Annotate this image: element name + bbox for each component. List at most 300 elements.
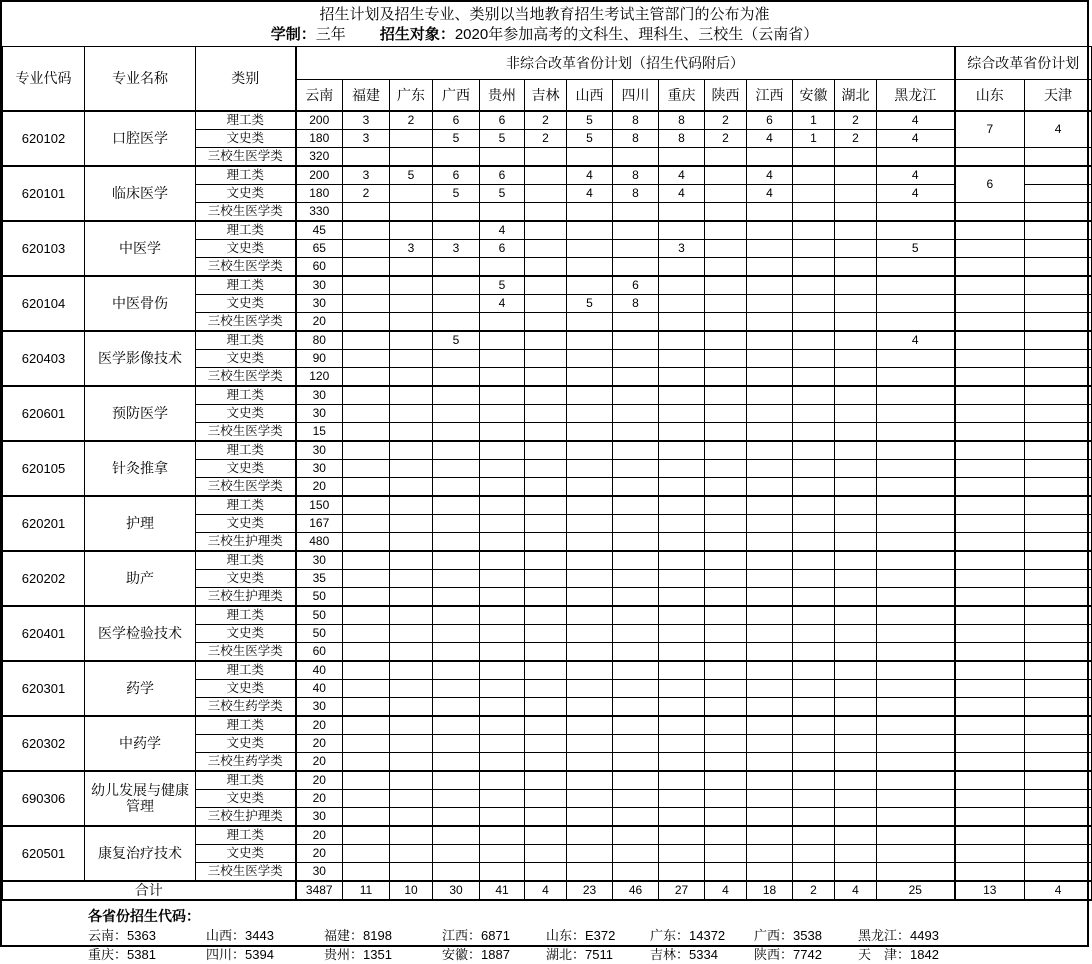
province-header: 福建 [343, 80, 390, 111]
category-cell: 理工类 [196, 221, 296, 240]
plan-cell: 4 [747, 166, 793, 185]
plan-cell [480, 367, 525, 386]
plan-cell [433, 551, 480, 570]
plan-cell [613, 661, 659, 680]
plan-cell [343, 826, 390, 845]
plan-cell [659, 569, 705, 587]
plan-cell [613, 826, 659, 845]
plan-cell [613, 331, 659, 350]
plan-cell: 4 [877, 166, 955, 185]
plan-cell [525, 661, 567, 680]
reform-province-header: 天津 [1025, 80, 1092, 111]
plan-cell [343, 422, 390, 441]
tianjin-plan-cell [1025, 477, 1092, 496]
plan-cell [480, 606, 525, 625]
plan-cell [525, 587, 567, 606]
plan-cell [659, 862, 705, 881]
plan-cell [343, 661, 390, 680]
plan-cell: 30 [296, 551, 343, 570]
shandong-plan-cell [955, 294, 1025, 312]
province-header: 湖北 [835, 80, 877, 111]
major-code-cell: 620103 [3, 221, 85, 276]
plan-cell [835, 294, 877, 312]
plan-cell [567, 807, 613, 826]
plan-cell: 30 [296, 294, 343, 312]
plan-cell: 8 [659, 129, 705, 147]
plan-cell [433, 532, 480, 551]
shandong-plan-cell [955, 697, 1025, 716]
plan-cell [877, 294, 955, 312]
plan-cell [613, 496, 659, 515]
plan-cell: 60 [296, 257, 343, 276]
col-header-major-code: 专业代码 [3, 47, 85, 111]
plan-cell [567, 239, 613, 257]
tianjin-plan-cell [1025, 606, 1092, 625]
plan-cell [613, 734, 659, 752]
plan-cell [343, 477, 390, 496]
schooling-value: 三年 [315, 26, 346, 43]
plan-cell: 20 [296, 826, 343, 845]
major-code-cell: 620401 [3, 606, 85, 661]
plan-cell [747, 532, 793, 551]
plan-cell: 180 [296, 129, 343, 147]
plan-cell: 5 [480, 184, 525, 202]
plan-cell [705, 752, 747, 771]
plan-cell [877, 789, 955, 807]
plan-cell: 3 [390, 239, 433, 257]
plan-cell [525, 422, 567, 441]
plan-cell [343, 496, 390, 515]
plan-cell [525, 349, 567, 367]
province-code: 天 津：1842 [858, 946, 939, 962]
plan-cell [480, 422, 525, 441]
plan-cell [747, 661, 793, 680]
plan-cell: 20 [296, 771, 343, 790]
plan-cell [525, 459, 567, 477]
plan-row [3, 331, 1092, 350]
category-cell: 文史类 [196, 624, 296, 642]
plan-cell: 150 [296, 496, 343, 515]
plan-cell [390, 679, 433, 697]
plan-cell [793, 386, 835, 405]
plan-cell [390, 514, 433, 532]
plan-cell [835, 606, 877, 625]
province-header: 重庆 [659, 80, 705, 111]
plan-cell [747, 587, 793, 606]
plan-cell [835, 551, 877, 570]
plan-cell [567, 331, 613, 350]
category-cell: 理工类 [196, 716, 296, 735]
plan-cell [433, 844, 480, 862]
tianjin-plan-cell [1025, 459, 1092, 477]
plan-cell [343, 147, 390, 166]
major-code-cell: 620104 [3, 276, 85, 331]
plan-cell [343, 312, 390, 331]
province-header: 四川 [613, 80, 659, 111]
category-cell: 理工类 [196, 771, 296, 790]
plan-cell [525, 532, 567, 551]
plan-cell [433, 367, 480, 386]
plan-cell [613, 551, 659, 570]
footer-heading: 各省份招生代码： [88, 907, 200, 924]
plan-cell [747, 294, 793, 312]
tianjin-plan-cell [1025, 642, 1092, 661]
reform-province-header: 山东 [955, 80, 1025, 111]
plan-cell [877, 716, 955, 735]
plan-cell [877, 221, 955, 240]
category-cell: 文史类 [196, 844, 296, 862]
category-cell: 文史类 [196, 459, 296, 477]
plan-cell: 20 [296, 312, 343, 331]
plan-cell [659, 789, 705, 807]
plan-row [3, 661, 1092, 680]
plan-cell [567, 257, 613, 276]
plan-cell [793, 496, 835, 515]
plan-cell [390, 496, 433, 515]
plan-cell [705, 276, 747, 295]
shandong-plan-cell [955, 312, 1025, 331]
plan-cell [525, 147, 567, 166]
plan-cell [613, 844, 659, 862]
shandong-plan-cell [955, 239, 1025, 257]
tianjin-plan-cell [1025, 367, 1092, 386]
plan-cell [747, 642, 793, 661]
plan-cell [793, 184, 835, 202]
plan-cell [659, 844, 705, 862]
plan-cell [747, 312, 793, 331]
shandong-plan-cell [955, 642, 1025, 661]
plan-cell [567, 569, 613, 587]
plan-cell [659, 349, 705, 367]
plan-cell [343, 642, 390, 661]
footer-line2 [88, 945, 1087, 964]
plan-cell [525, 496, 567, 515]
plan-cell [613, 202, 659, 221]
plan-cell: 480 [296, 532, 343, 551]
major-code-cell: 620201 [3, 496, 85, 551]
plan-cell [659, 551, 705, 570]
plan-cell [747, 459, 793, 477]
total-cell: 4 [835, 881, 877, 900]
plan-cell [705, 569, 747, 587]
plan-cell [480, 477, 525, 496]
shandong-plan-cell [955, 679, 1025, 697]
plan-cell: 5 [567, 129, 613, 147]
plan-cell [390, 404, 433, 422]
shandong-plan-cell: 6 [955, 166, 1025, 203]
plan-cell: 20 [296, 477, 343, 496]
plan-cell [390, 367, 433, 386]
category-cell: 文史类 [196, 679, 296, 697]
plan-cell [567, 587, 613, 606]
plan-cell [480, 386, 525, 405]
plan-cell [567, 147, 613, 166]
plan-cell [705, 771, 747, 790]
major-name-cell: 康复治疗技术 [85, 826, 196, 881]
plan-cell [747, 807, 793, 826]
plan-cell [793, 459, 835, 477]
plan-cell [567, 679, 613, 697]
plan-cell [877, 422, 955, 441]
plan-cell [567, 367, 613, 386]
plan-cell [390, 844, 433, 862]
shandong-plan-cell [955, 404, 1025, 422]
tianjin-plan-cell [1025, 276, 1092, 295]
shandong-plan-cell [955, 276, 1025, 295]
plan-cell [390, 771, 433, 790]
plan-cell: 20 [296, 789, 343, 807]
col-header-category: 类别 [196, 47, 296, 111]
plan-cell [877, 477, 955, 496]
plan-cell [567, 349, 613, 367]
plan-cell [835, 257, 877, 276]
plan-cell [613, 606, 659, 625]
total-row [3, 881, 1092, 900]
plan-cell: 30 [296, 276, 343, 295]
plan-cell [835, 697, 877, 716]
plan-cell: 2 [705, 129, 747, 147]
shandong-plan-cell [955, 807, 1025, 826]
plan-cell [390, 752, 433, 771]
plan-cell [793, 239, 835, 257]
plan-cell [705, 532, 747, 551]
plan-cell: 50 [296, 606, 343, 625]
plan-cell [835, 624, 877, 642]
plan-cell [835, 807, 877, 826]
province-header: 黑龙江 [877, 80, 955, 111]
plan-cell [659, 679, 705, 697]
plan-cell [793, 752, 835, 771]
plan-cell [433, 349, 480, 367]
plan-cell: 2 [705, 111, 747, 130]
plan-cell [877, 771, 955, 790]
plan-cell [343, 587, 390, 606]
plan-cell [793, 569, 835, 587]
plan-cell [705, 477, 747, 496]
plan-cell [835, 862, 877, 881]
plan-cell [343, 752, 390, 771]
plan-cell: 5 [567, 294, 613, 312]
plan-cell [835, 679, 877, 697]
plan-cell [747, 679, 793, 697]
plan-cell: 6 [613, 276, 659, 295]
plan-cell [613, 862, 659, 881]
plan-cell [343, 606, 390, 625]
plan-cell [705, 349, 747, 367]
plan-cell [747, 826, 793, 845]
plan-cell: 35 [296, 569, 343, 587]
plan-cell [835, 661, 877, 680]
shandong-plan-cell [955, 147, 1025, 166]
plan-cell [793, 587, 835, 606]
plan-cell [659, 514, 705, 532]
plan-cell [433, 221, 480, 240]
plan-cell [525, 257, 567, 276]
plan-cell [659, 642, 705, 661]
plan-cell [835, 587, 877, 606]
plan-cell: 8 [613, 166, 659, 185]
category-cell: 三校生医学类 [196, 312, 296, 331]
plan-cell [659, 496, 705, 515]
plan-cell: 5 [567, 111, 613, 130]
plan-cell [525, 239, 567, 257]
plan-cell [433, 294, 480, 312]
province-code: 湖北：7511 [546, 946, 613, 962]
plan-cell: 4 [567, 166, 613, 185]
plan-cell [567, 477, 613, 496]
plan-cell [835, 386, 877, 405]
col-group-non-reform: 非综合改革省份计划（招生代码附后） [296, 47, 955, 80]
plan-cell [705, 441, 747, 460]
plan-cell [613, 752, 659, 771]
province-code: 陕西：7742 [754, 946, 822, 962]
plan-cell [390, 716, 433, 735]
plan-cell [433, 441, 480, 460]
plan-row [3, 221, 1092, 240]
plan-cell [613, 569, 659, 587]
plan-cell [525, 679, 567, 697]
plan-cell [747, 367, 793, 386]
plan-cell: 320 [296, 147, 343, 166]
plan-cell: 4 [877, 111, 955, 130]
plan-cell [793, 294, 835, 312]
plan-cell [877, 697, 955, 716]
plan-cell [390, 312, 433, 331]
plan-cell [793, 862, 835, 881]
plan-cell [390, 661, 433, 680]
tianjin-plan-cell [1025, 771, 1092, 790]
plan-cell [567, 202, 613, 221]
plan-cell [877, 826, 955, 845]
category-cell: 三校生医学类 [196, 422, 296, 441]
plan-cell: 3 [659, 239, 705, 257]
plan-cell [835, 844, 877, 862]
plan-cell [877, 661, 955, 680]
plan-cell [877, 642, 955, 661]
plan-cell [480, 532, 525, 551]
plan-cell [480, 807, 525, 826]
plan-cell [567, 459, 613, 477]
plan-cell [659, 221, 705, 240]
plan-cell [480, 862, 525, 881]
plan-cell [793, 312, 835, 331]
plan-row [3, 166, 1092, 185]
category-cell: 三校生医学类 [196, 367, 296, 386]
plan-cell: 80 [296, 331, 343, 350]
plan-cell [877, 496, 955, 515]
province-header: 江西 [747, 80, 793, 111]
plan-cell [567, 606, 613, 625]
plan-cell [567, 862, 613, 881]
plan-cell [705, 642, 747, 661]
plan-cell [343, 331, 390, 350]
plan-cell: 4 [659, 184, 705, 202]
plan-cell [343, 202, 390, 221]
plan-cell [835, 404, 877, 422]
tianjin-plan-cell [1025, 532, 1092, 551]
major-name-cell: 临床医学 [85, 166, 196, 221]
plan-cell [747, 441, 793, 460]
sheet-subtitle [2, 25, 1087, 45]
plan-cell [793, 844, 835, 862]
plan-cell [343, 551, 390, 570]
shandong-plan-cell [955, 221, 1025, 240]
plan-cell [835, 642, 877, 661]
category-cell: 三校生药学类 [196, 697, 296, 716]
plan-cell [525, 752, 567, 771]
plan-cell [793, 679, 835, 697]
plan-cell [747, 386, 793, 405]
plan-cell [705, 459, 747, 477]
plan-cell [877, 844, 955, 862]
shandong-plan-cell [955, 257, 1025, 276]
plan-cell [835, 349, 877, 367]
major-name-cell: 中医学 [85, 221, 196, 276]
footer-line1 [88, 926, 1087, 945]
plan-cell [390, 697, 433, 716]
total-label: 合计 [3, 881, 296, 900]
plan-cell [433, 624, 480, 642]
plan-cell [343, 844, 390, 862]
plan-cell [835, 496, 877, 515]
province-code: 福建：8198 [324, 927, 392, 943]
plan-cell [793, 166, 835, 185]
plan-cell: 6 [433, 166, 480, 185]
plan-cell [877, 862, 955, 881]
shandong-plan-cell [955, 496, 1025, 515]
plan-cell [613, 679, 659, 697]
plan-cell [793, 514, 835, 532]
plan-cell: 4 [659, 166, 705, 185]
province-header: 广西 [433, 80, 480, 111]
total-cell: 41 [480, 881, 525, 900]
plan-cell [480, 551, 525, 570]
total-cell: 4 [705, 881, 747, 900]
total-cell: 27 [659, 881, 705, 900]
plan-cell [343, 294, 390, 312]
shandong-plan-cell [955, 386, 1025, 405]
tianjin-plan-cell [1025, 734, 1092, 752]
plan-cell [877, 147, 955, 166]
plan-cell: 2 [835, 111, 877, 130]
plan-cell [793, 477, 835, 496]
plan-cell [793, 807, 835, 826]
plan-cell: 4 [747, 129, 793, 147]
category-cell: 文史类 [196, 404, 296, 422]
plan-cell [390, 294, 433, 312]
plan-cell [747, 477, 793, 496]
plan-cell [877, 624, 955, 642]
plan-cell [793, 404, 835, 422]
plan-row [3, 716, 1092, 735]
plan-cell [433, 422, 480, 441]
plan-cell [343, 349, 390, 367]
plan-cell [433, 697, 480, 716]
plan-cell [747, 239, 793, 257]
plan-cell: 6 [747, 111, 793, 130]
plan-cell [390, 642, 433, 661]
plan-cell [390, 257, 433, 276]
plan-cell [835, 734, 877, 752]
plan-cell [659, 459, 705, 477]
plan-cell [613, 404, 659, 422]
plan-cell [659, 697, 705, 716]
plan-cell [525, 367, 567, 386]
tianjin-plan-cell [1025, 166, 1092, 185]
plan-cell: 40 [296, 679, 343, 697]
plan-cell [525, 184, 567, 202]
tianjin-plan-cell [1025, 661, 1092, 680]
